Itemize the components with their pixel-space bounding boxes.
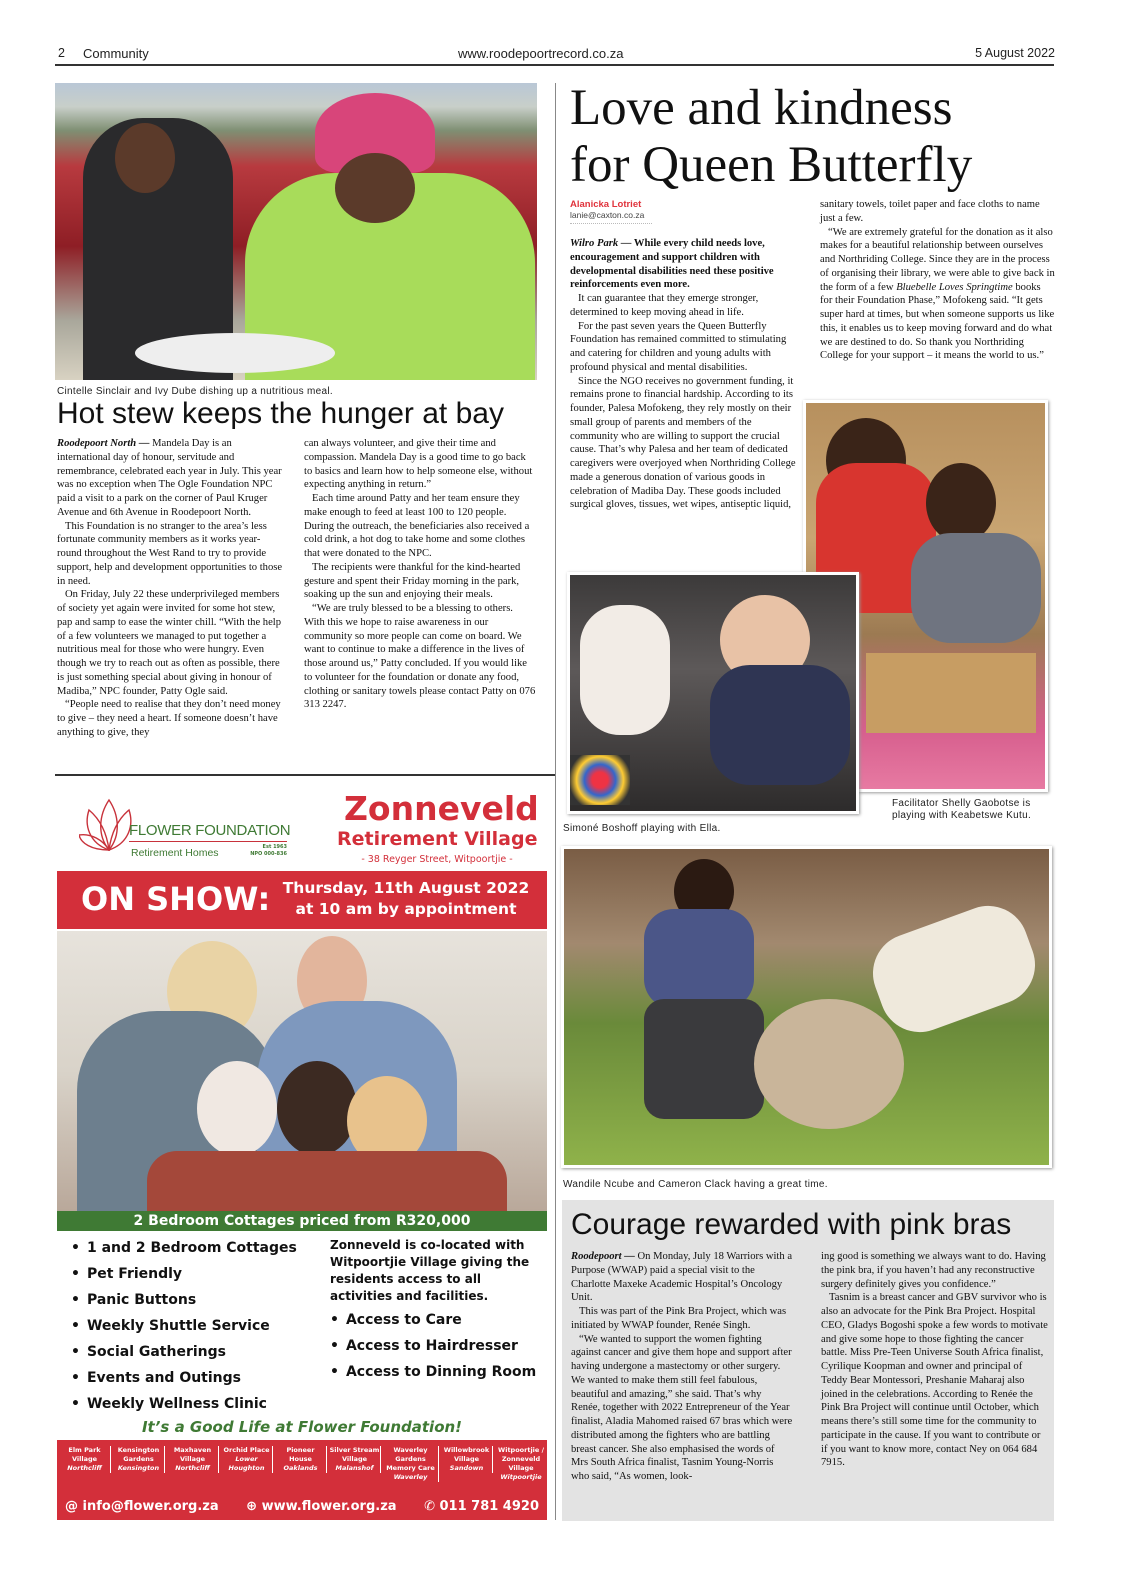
article-column-2 xyxy=(304,437,536,712)
on-show-label: ON SHOW: xyxy=(81,880,271,918)
village-entry: Waverley Gardens Memory Care Waverley xyxy=(383,1446,439,1482)
access-item: • Access to Dinning Room xyxy=(330,1359,544,1385)
section-rule xyxy=(55,774,555,776)
ad-footer xyxy=(57,1440,547,1520)
village-entry: Maxhaven Village Northcliff xyxy=(167,1446,219,1473)
photo-simone-playing xyxy=(567,572,859,814)
site-url[interactable]: www.roodepoortrecord.co.za xyxy=(458,46,624,61)
ad-tagline: It’s a Good Life at Flower Foundation! xyxy=(141,1418,463,1436)
village-address: - 38 Reyger Street, Witpoortjie - xyxy=(361,854,513,865)
paragraph: can always volunteer, and give their time and compassion. Mandela Day is a good time to go back to basics and learn how to help someone else, without expecting anything in return.” xyxy=(304,438,533,491)
byline-email[interactable]: lanie@caxton.co.za xyxy=(570,210,645,220)
show-time: at 10 am by appointment xyxy=(295,900,517,918)
access-list xyxy=(330,1307,544,1385)
paragraph: Since the NGO receives no government funding, it remains prone to financial hardship. According to its founder, Palesa Mofokeng, they rely mostly on their small group of parents and members of the community who are willing to support the crucial cause. That’s why Palesa and her team of dedicated caregivers were overjoyed when Northriding College made a generous donation of various goods in celebration of Madiba Day. These goods included surgical gloves, tissues, wet wipes, antiseptic liquid, xyxy=(570,375,796,511)
paragraph: “We wanted to support the women fighting against cancer and give them hope and support after having undergone a mastectomy or other surgery. We wanted to make them still feel fabulous, beautiful and amazing,” she said. That’s why Renée, together with 2022 Entrepreneur of the Year finalist, Aladia Mahomed raised 67 bras which were distributed among the fighters who are battling breast cancer. She also emphasised the words of Mrs South Africa finalist, Tasnim Young-Norris who said, “As women, look- xyxy=(571,1333,793,1482)
access-item: • Access to Care xyxy=(330,1307,544,1333)
feature-item: • 1 and 2 Bedroom Cottages xyxy=(71,1235,326,1261)
byline-author: Alanicka Lotriet xyxy=(570,199,642,210)
village-entry: Pioneer House Oaklands xyxy=(275,1446,327,1473)
contact-email[interactable]: @ info@flower.org.za xyxy=(65,1499,219,1514)
logo-registration xyxy=(235,844,287,858)
intro: While every child needs love, encouragement and support children with developmental disabilities need these positive reinforcements even more. xyxy=(570,238,774,291)
price-bar: 2 Bedroom Cottages priced from R320,000 xyxy=(57,1211,547,1231)
dateline: Roodepoort North — xyxy=(57,438,150,449)
feature-item: • Events and Outings xyxy=(71,1365,326,1391)
village-entry: Silver Stream Village Malanshof xyxy=(329,1446,380,1472)
village-entry: Elm Park Village Northcliff xyxy=(59,1446,111,1473)
paragraph: The recipients were thankful for the kind-hearted gesture and spent their Friday morning in the park, soaking up the sun and enjoying their meals. xyxy=(304,561,521,601)
logo-npo: NPO 000-836 xyxy=(250,851,287,857)
headline-line: Love and kindness xyxy=(570,80,953,136)
paragraph: This was part of the Pink Bra Project, which was initiated by WWAP founder, Renée Singh. xyxy=(571,1306,787,1331)
paragraph: On Monday, July 18 Warriors with a Purpose (WWAP) paid a special visit to the Charlotte Maxeke Academic Hospital’s Oncology Unit. xyxy=(571,1251,793,1304)
village-entry: Orchid Place Lower Houghton xyxy=(221,1446,273,1473)
photo-caption: Simoné Boshoff playing with Ella. xyxy=(563,823,721,834)
feature-item: • Pet Friendly xyxy=(71,1261,326,1287)
dateline: Roodepoort — xyxy=(571,1251,635,1262)
village-entry: Witpoortjie / Zonneveld Village Witpoortjie xyxy=(498,1446,544,1481)
article-column-1 xyxy=(570,237,802,512)
feature-list xyxy=(71,1235,326,1417)
photo-caption: Wandile Ncube and Cameron Clack having a great time. xyxy=(563,1179,828,1190)
access-item: • Access to Hairdresser xyxy=(330,1333,544,1359)
article-headline: Courage rewarded with pink bras xyxy=(571,1208,1012,1241)
dateline: Wilro Park — xyxy=(570,238,632,249)
feature-item: • Weekly Wellness Clinic xyxy=(71,1391,326,1417)
logo-est: Est 1963 xyxy=(262,844,287,850)
photo-wandile-cameron xyxy=(561,846,1052,1168)
article-column-2 xyxy=(820,198,1055,363)
on-show-banner xyxy=(57,871,547,929)
paragraph: ing good is something we always want to do. Having the pink bra, if you haven’t had any reconstructive surgery definitely gives you confidence.” xyxy=(821,1251,1046,1290)
contact-website[interactable]: ⊕ www.flower.org.za xyxy=(246,1499,397,1514)
article-column-2 xyxy=(821,1250,1049,1470)
paragraph: It can guarantee that they emerge stronger, determined to keep moving ahead in life. xyxy=(570,293,759,318)
advertisement-flower-foundation[interactable] xyxy=(57,785,547,1520)
headline-line: for Queen Butterfly xyxy=(570,137,973,193)
feature-item: • Weekly Shuttle Service xyxy=(71,1313,326,1339)
colocated-block xyxy=(330,1237,544,1385)
page-number: 2 xyxy=(58,46,65,60)
logo-name: FLOWER FOUNDATION xyxy=(129,822,291,839)
paragraph: “We are extremely grateful for the donation as it also makes for a beautiful relationship between ourselves and Northriding College. Since they are in the process of organising their library, we were able to give back in the form of a few xyxy=(820,226,1055,293)
article-headline xyxy=(570,80,972,194)
contact-phone[interactable]: ✆ 011 781 4920 xyxy=(424,1499,539,1514)
paragraph: On Friday, July 22 these underprivileged members of society yet again were invited for some hot stew, pap and samp to ease the winter chill. “With the help of a few volunteers we managed to put together a nutritious meal for those who were hungry. Even though we try to reach out as often as possible, there is just something special about giving in honour of Madiba,” NPC founder, Patty Ogle said. xyxy=(57,589,282,697)
photo-caption: Cintelle Sinclair and Ivy Dube dishing up a nutritious meal. xyxy=(57,386,333,397)
paragraph: This Foundation is no stranger to the area’s less fortunate community members as it works year-round throughout the West Rand to try to provide support, help and development opportunities to those in need. xyxy=(57,520,283,587)
book-title: Bluebelle Loves Springtime xyxy=(896,281,1013,293)
column-divider xyxy=(555,83,556,1520)
paragraph: Tasnim is a breast cancer and GBV survivor who is also an advocate for the Pink Bra Project. Hospital CEO, Gladys Bogoshi spoke a few words to motivate and give some hope to those fighting the cancer battle. Miss Pre-Teen Universe South Africa finalist, Cyrilique Koopman and owner and principal of Teddy Bear Montessori, Preshanie Maharaj also joined in the celebrations. According to Renée the Pink Bra Project will continue until October, which means there’s still some time for the community to participate in the cause. If you want to contribute or if you want to know more, contact Ney on 064 684 7915. xyxy=(821,1292,1048,1469)
article-column-1 xyxy=(57,437,283,740)
byline-rule xyxy=(570,223,652,224)
paragraph: “We are truly blessed to be a blessing to others. With this we hope to raise awareness in our community so more people can come on board. We want to continue to make a difference in the lives of those around us,” Patty concluded. If you would like to volunteer for the foundation or donate any food, clothing or sanitary towels please contact Patty on 076 313 2247. xyxy=(304,603,536,711)
photo-caption: Facilitator Shelly Gaobotse is playing with Keabetswe Kutu. xyxy=(892,798,1032,821)
photo-stew-serving xyxy=(55,83,537,380)
issue-date: 5 August 2022 xyxy=(975,46,1055,60)
section-label: Community xyxy=(83,46,149,61)
village-entry: Willowbrook Village Sandown xyxy=(441,1446,493,1473)
globe-icon: ⊕ xyxy=(246,1499,262,1514)
village-subtitle: Retirement Village xyxy=(337,828,538,850)
paragraph: Each time around Patty and her team ensure they make enough to feed at least 100 to 120 people. During the outreach, the beneficiaries also received a cold drink, a hot dog to take home and some clothes that were donated to the NPC. xyxy=(304,493,530,559)
show-details xyxy=(269,878,543,920)
paragraph: sanitary towels, toilet paper and face cloths to name just a few. xyxy=(820,199,1040,224)
colocated-text: Zonneveld is co-located with Witpoortjie Village giving the residents access to all activities and facilities. xyxy=(330,1238,530,1303)
village-entry: Kensington Gardens Kensington xyxy=(113,1446,165,1473)
article-column-1 xyxy=(571,1250,793,1484)
paragraph: books for their Foundation Phase,” Mofokeng said. “It gets super hard at times, but when someone supports us like this, it enables us to keep moving forward and do what we are destined to do. So thank you Northriding College for your support – it means the world to us.” xyxy=(820,281,1055,362)
village-name: Zonneveld xyxy=(344,789,539,828)
paragraph: For the past seven years the Queen Butterfly Foundation has remained committed to stimulating and catering for children and young adults with profound physical and mental disabilities. xyxy=(570,320,787,373)
contact-row xyxy=(65,1499,539,1514)
article-headline: Hot stew keeps the hunger at bay xyxy=(57,397,504,430)
logo-rule xyxy=(129,841,287,842)
email-icon: @ xyxy=(65,1499,83,1514)
show-date: Thursday, 11th August 2022 xyxy=(282,879,530,897)
paragraph: Mandela Day is an international day of honour, servitude and remembrance, celebrated each year in July. This year was no exception when The Ogle Foundation NPC paid a visit to a park on the corner of Paul Kruger Avenue and 6th Avenue in Roodepoort North. xyxy=(57,438,282,518)
logo-subtitle: Retirement Homes xyxy=(131,847,219,859)
phone-icon: ✆ xyxy=(424,1499,440,1514)
header-rule xyxy=(55,64,1054,66)
photo-seniors-group xyxy=(57,931,547,1211)
feature-item: • Social Gatherings xyxy=(71,1339,326,1365)
feature-item: • Panic Buttons xyxy=(71,1287,326,1313)
paragraph: “People need to realise that they don’t need money to give – they need a heart. If someone doesn’t have anything to give, they xyxy=(57,699,281,738)
